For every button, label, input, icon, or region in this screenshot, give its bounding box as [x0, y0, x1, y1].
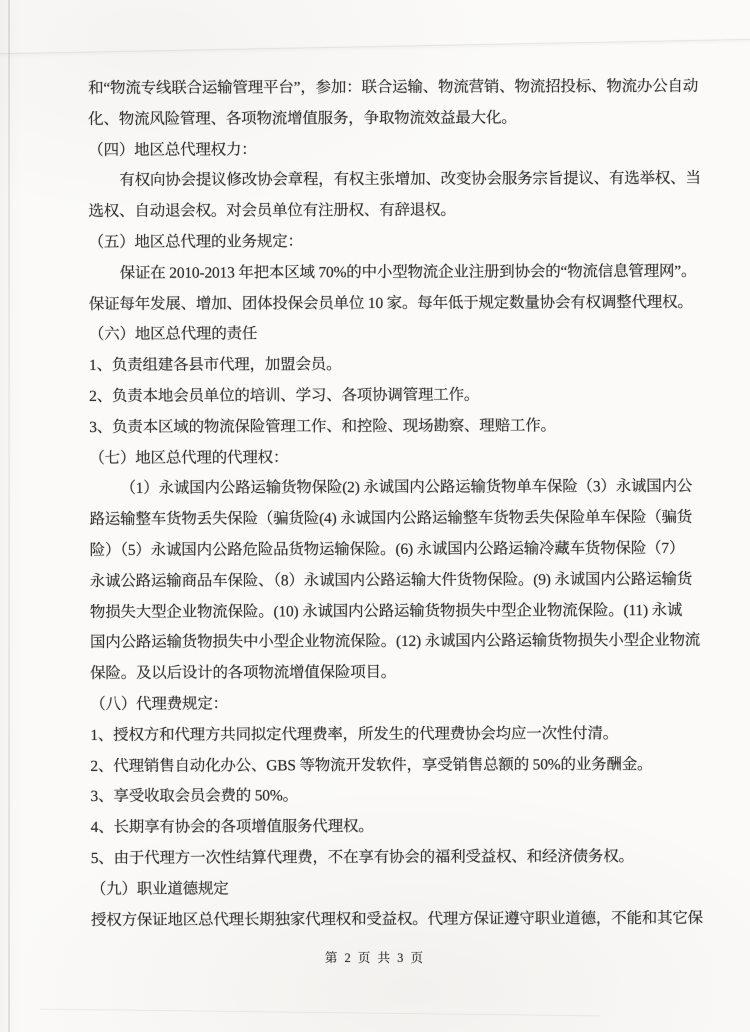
paper-crease-bottom	[40, 1009, 600, 1017]
text-line: 和“物流专线联合运输管理平台”，参加：联合运输、物流营销、物流招投标、物流办公自动	[88, 77, 699, 97]
text-line: （四）地区总代理权力：	[88, 141, 257, 159]
text-line: 选权、自动退会权。对会员单位有注册权、有辞退权。	[88, 201, 456, 221]
text-line: 4、长期享有协会的各项增值服务代理权。	[90, 818, 374, 837]
text-line: 1、负责组建各县市代理，加盟会员。	[88, 356, 342, 375]
text-line: （九）职业道德规定	[90, 880, 229, 898]
text-line: 化、物流风险管理、各项物流增值服务，争取物流效益最大化。	[88, 109, 517, 128]
text-line: 3、享受收取会员会费的 50%。	[90, 787, 298, 806]
text-line: 2、代理销售自动化办公、GBS 等物流开发软件，享受销售总额的 50%的业务酬金。	[90, 755, 653, 775]
text-line: 1、授权方和代理方共同拟定代理费率，所发生的代理费协会均应一次性付清。	[90, 724, 619, 744]
paper-crease-top	[0, 38, 750, 54]
text-line: （八）代理费规定：	[90, 695, 228, 713]
text-line: 国内公路运输货物损失中小型企业物流保险。(12) 永诚国内公路运输货物损失小型企业物流	[89, 632, 701, 652]
text-line: 路运输整车货物丢失保险（骗货险(4) 永诚国内公路运输整车货物丢失保险单车保险（骗货	[89, 509, 693, 529]
document-lines	[88, 72, 709, 936]
text-line: 保证在 2010-2013 年把本区域 70%的中小型物流企业注册到协会的“物流信息管理网”。	[119, 262, 697, 282]
text-line: 保证每年发展、增加、团体投保会员单位 10 家。每年低于规定数量协会有权调整代理权。	[88, 293, 693, 313]
text-line: 有权向协会提议修改协会章程，有权主张增加、改变协会服务宗旨提议、有选举权、当	[119, 170, 701, 190]
text-line: 保险。及以后设计的各项物流增值保险项目。	[90, 664, 397, 683]
text-line: 2、负责本地会员单位的培训、学习、各项协调管理工作。	[89, 386, 480, 405]
text-line: 授权方保证地区总代理长期独家代理权和受益权。代理方保证遵守职业道德，不能和其它保	[90, 909, 703, 929]
text-line: （六）地区总代理的责任	[88, 325, 258, 344]
text-line: 险）（5）永诚国内公路危险品货物运输保险。(6) 永诚国内公路运输冷藏车货物保险（7）	[89, 539, 685, 559]
page-number-footer: 第 2 页 共 3 页	[324, 951, 426, 965]
document-body	[88, 72, 709, 936]
text-line: 3、负责本区域的物流保险管理工作、和控险、现场勘察、理赔工作。	[89, 417, 556, 436]
text-line: 永诚公路运输商品车保险、（8）永诚国内公路运输大件货物保险。(9) 永诚国内公路运输货	[89, 570, 693, 590]
text-line: （1）永诚国内公路运输货物保险(2) 永诚国内公路运输货物单车保险（3）永诚国内公	[120, 478, 693, 498]
text-line: 物损失大型企业物流保险。(10) 永诚国内公路运输货物损失中型企业物流保险。(11) 永诚	[89, 601, 683, 621]
text-line: 5、由于代理方一次性结算代理费，不在享有协会的福利受益权、和经济债务权。	[90, 848, 634, 867]
text-line: （五）地区总代理的业务规定：	[88, 233, 303, 251]
paper-fold-line	[8, 0, 10, 1032]
text-line: （七）地区总代理的代理权：	[89, 448, 289, 467]
